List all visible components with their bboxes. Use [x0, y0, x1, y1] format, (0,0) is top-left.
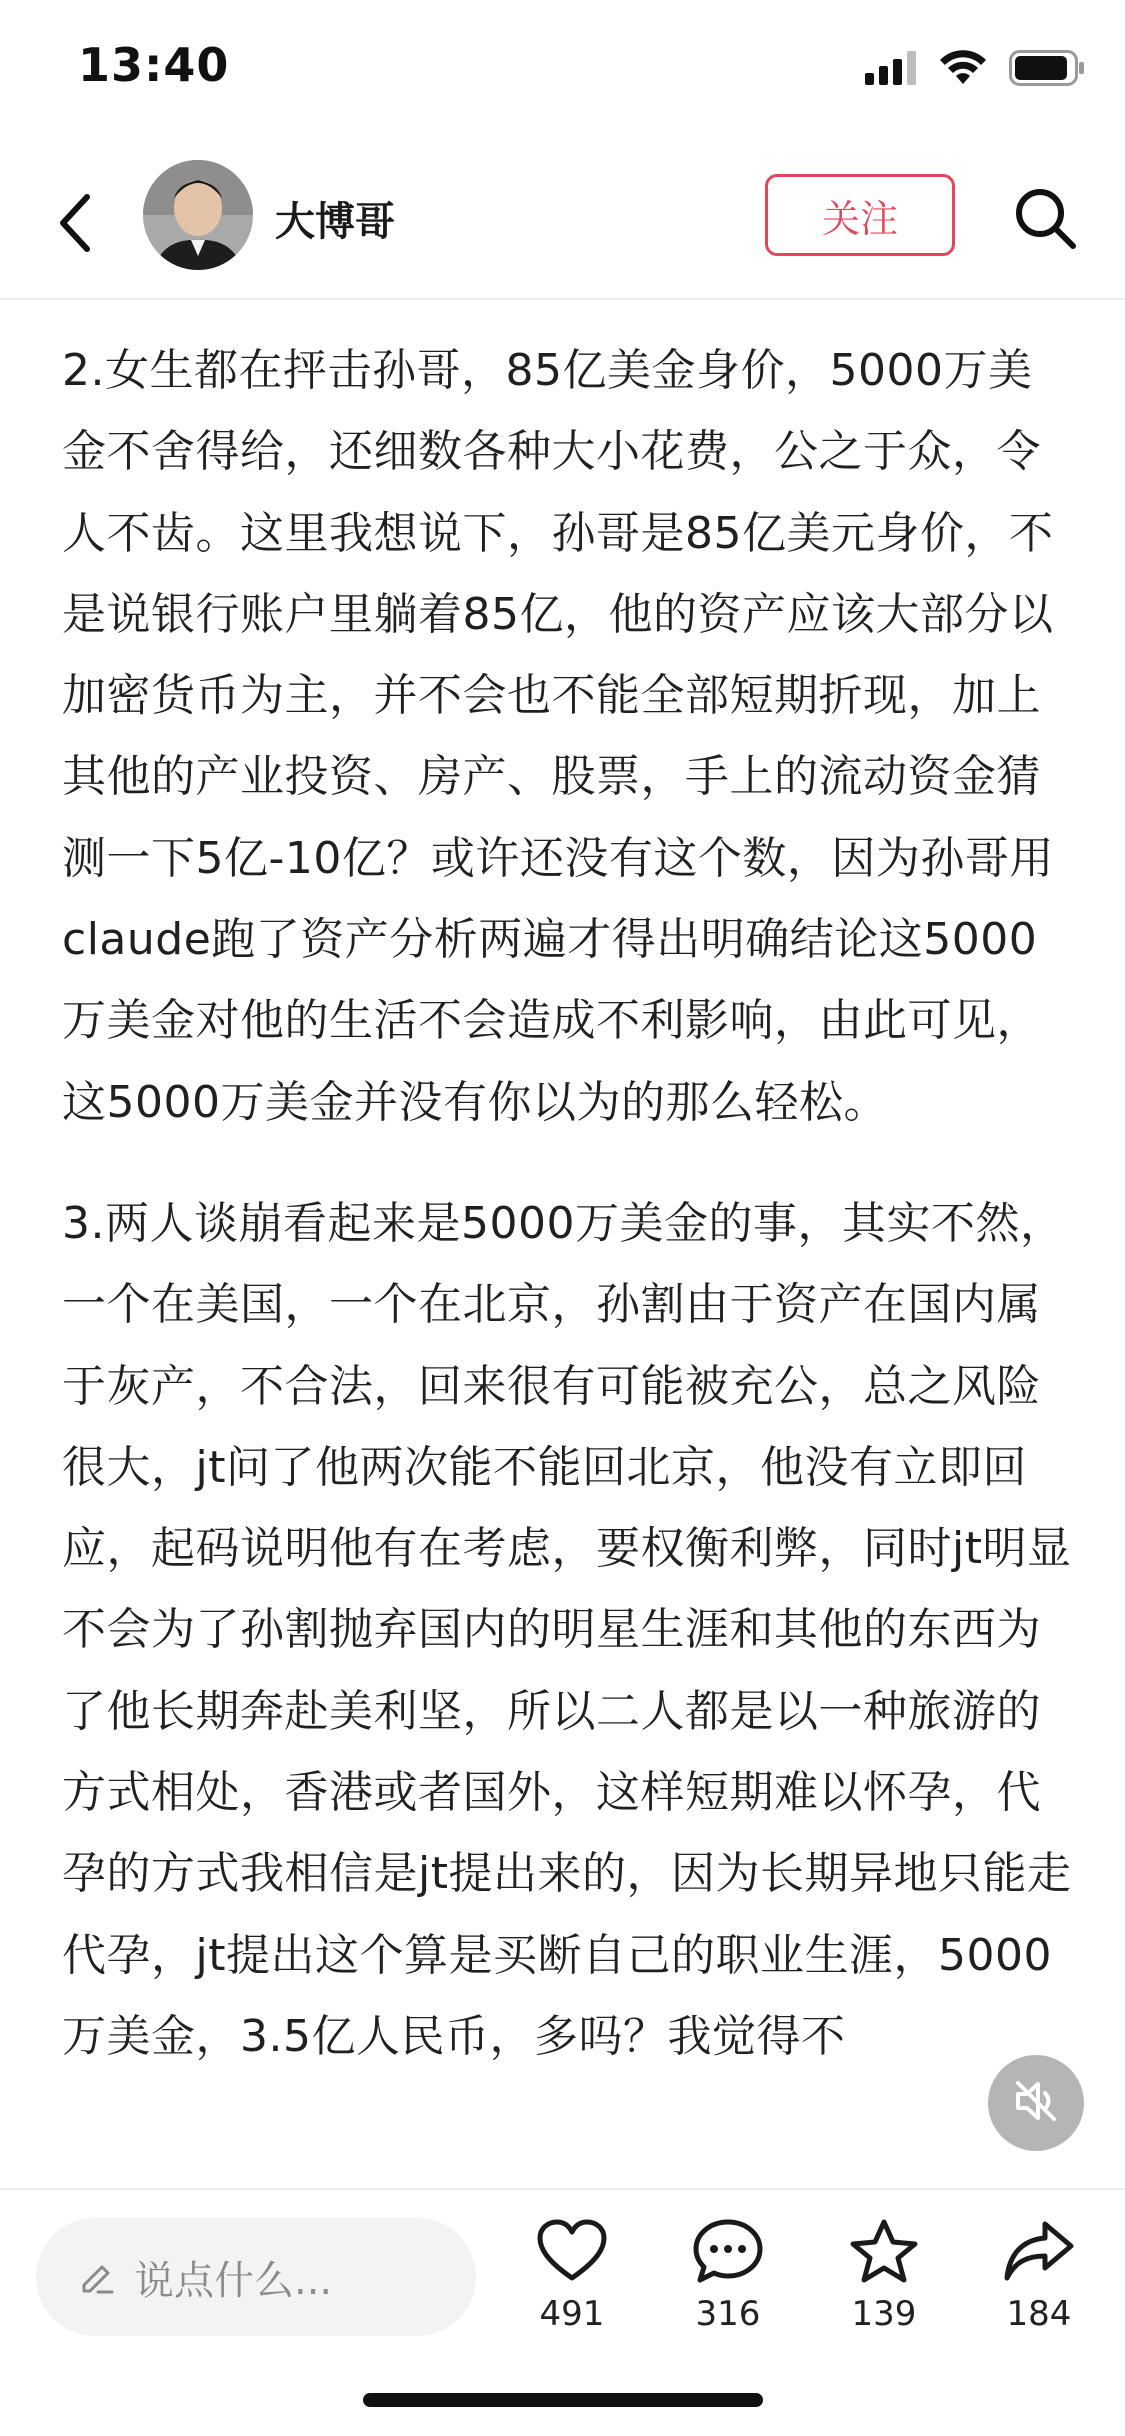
comment-input[interactable]: [36, 2218, 476, 2336]
back-button[interactable]: [40, 180, 110, 270]
comment-count: 316: [695, 2294, 761, 2334]
battery-icon: [1009, 50, 1085, 90]
status-bar: [0, 0, 1125, 140]
status-icons: [865, 50, 1085, 90]
post-header: [0, 150, 1125, 300]
search-icon: [1012, 185, 1078, 255]
wifi-icon: [939, 50, 987, 90]
heart-icon: [536, 2218, 608, 2288]
follow-button[interactable]: 关注: [765, 174, 955, 256]
pencil-icon: [76, 2255, 116, 2299]
comment-bubble-icon: [692, 2218, 764, 2288]
speaker-muted-icon: [1010, 2075, 1062, 2131]
like-button[interactable]: [512, 2218, 632, 2358]
home-indicator: [363, 2393, 763, 2407]
post-paragraph: 3.两人谈崩看起来是5000万美金的事，其实不然，一个在美国，一个在北京，孙割由于资产在国内属于灰产，不合法，回来很有可能被充公，总之风险很大，jt问了他两次能不能回北京，他没有立即回应，起码说明他有在考虑，要权衡利弊，同时jt明显不会为了孙割抛弃国内的明星生涯和其他的东西为了他长期奔赴美利坚，所以二人都是以一种旅游的方式相处，香港或者国外，这样短期难以怀孕，代孕的方式我相信是jt提出来的，因为长期异地只能走代孕，jt提出这个算是买断自己的职业生涯，5000万美金，3.5亿人民币，多吗？我觉得不: [62, 1197, 1072, 2062]
avatar[interactable]: [143, 160, 253, 270]
comment-placeholder: 说点什么...: [134, 2257, 333, 2304]
status-time: 13:40: [78, 38, 230, 92]
post-paragraph: 2.女生都在抨击孙哥，85亿美金身价，5000万美金不舍得给，还细数各种大小花费，公之于众，令人不齿。这里我想说下，孙哥是85亿美元身价，不是说银行账户里躺着85亿，他的资产应该大部分以加密货币为主，并不会也不能全部短期折现，加上其他的产业投资、房产、股票，手上的流动资金猜测一下5亿-10亿？或许还没有这个数，因为孙哥用claude跑了资产分析两遍才得出明确结论这5000万美金对他的生活不会造成不利影响，由此可见，这5000万美金并没有你以为的那么轻松。: [62, 345, 1054, 1128]
mute-button[interactable]: [988, 2055, 1084, 2151]
search-button[interactable]: [1005, 180, 1085, 260]
share-count: 184: [1006, 2294, 1072, 2334]
favorite-button[interactable]: [824, 2218, 944, 2358]
author-name[interactable]: 大博哥: [275, 199, 395, 245]
share-button[interactable]: [979, 2218, 1099, 2358]
like-count: 491: [539, 2294, 605, 2334]
post-content: [62, 330, 1072, 2188]
share-arrow-icon: [1003, 2218, 1075, 2288]
favorite-count: 139: [851, 2294, 917, 2334]
comment-button[interactable]: [668, 2218, 788, 2358]
cellular-signal-icon: [865, 51, 917, 89]
chevron-left-icon: [55, 193, 95, 257]
star-icon: [848, 2218, 920, 2288]
